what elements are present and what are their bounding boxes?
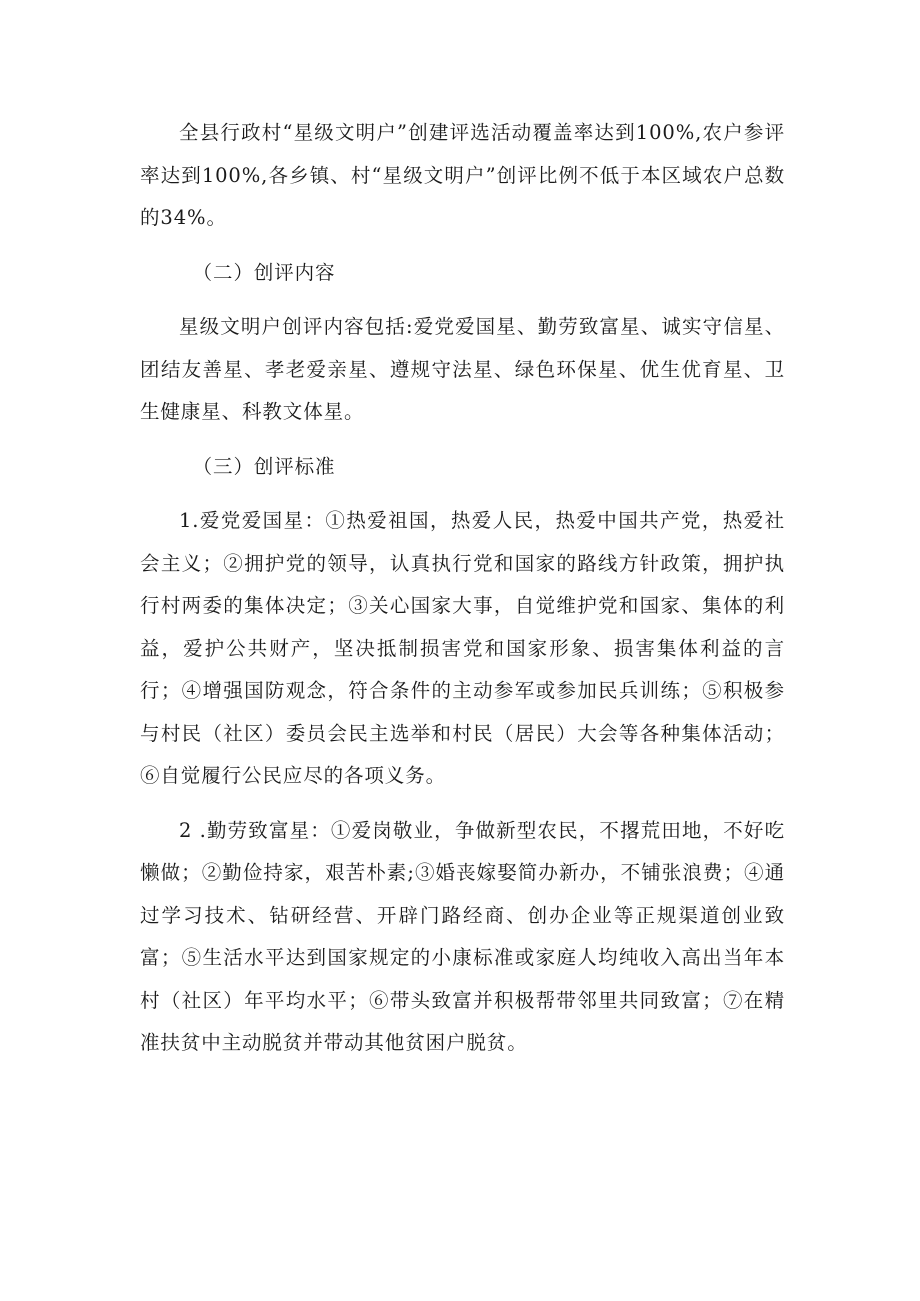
paragraph-standard-patriotism: 1.爱党爱国星：①热爱祖国，热爱人民，热爱中国共产党，热爱社会主义；②拥护党的领导，认真执行党和国家的路线方针政策，拥护执行村两委的集体决定；③关心国家大事，自觉维护党和国家、集体的利益，爱护公共财产，坚决抵制损害党和国家形象、损害集体利益的言行；④增强国防观念，符合条件的主动参军或参加民兵训练；⑤积极参与村民（社区）委员会民主选举和村民（居民）大会等各种集体活动；⑥自觉履行公民应尽的各项义务。 [140,509,785,787]
paragraph-content-list: 星级文明户创评内容包括:爱党爱国星、勤劳致富星、诚实守信星、团结友善星、孝老爱亲星、遵规守法星、绿色环保星、优生优育星、卫生健康星、科教文体星。 [140,315,785,423]
paragraph-spacer [140,488,785,500]
section-heading-content: （二）创评内容 [192,260,336,284]
paragraph-spacer [140,434,785,446]
paragraph-standard-diligence: 2 .勤劳致富星：①爱岗敬业，争做新型农民，不撂荒田地，不好吃懒做；②勤俭持家，艰苦朴素;③婚丧嫁娶简办新办，不铺张浪费；④通过学习技术、钻研经营、开辟门路经商、创办企业等正规渠道创业致富；⑤生活水平达到国家规定的小康标准或家庭人均纯收入高出当年本村（社区）年平均水平；⑥带头致富并积极帮带邻里共同致富；⑦在精准扶贫中主动脱贫并带动其他贫困户脱贫。 [140,818,785,1054]
section-heading-standards: （三）创评标准 [192,454,336,478]
paragraph-coverage-target: 全县行政村“星级文明户”创建评选活动覆盖率达到100%,农户参评率达到100%,各乡镇、村“星级文明户”创评比例不低于本区域农户总数的34%。 [140,121,785,229]
paragraph-spacer [140,240,785,252]
paragraph-spacer [140,294,785,306]
document-body [140,112,785,1065]
paragraph-spacer [140,798,785,810]
